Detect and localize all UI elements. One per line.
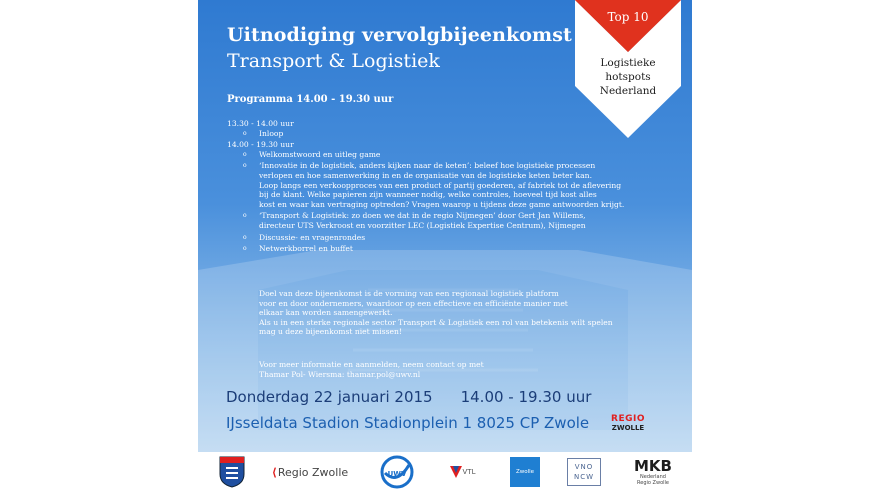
uwv-swirl-icon — [377, 455, 417, 489]
agenda-item-text: Netwerkborrel en buffet — [259, 244, 353, 254]
agenda-item-text: Discussie- en vragenrondes — [259, 232, 366, 242]
agenda-item — [227, 244, 667, 254]
vno-line-2: NCW — [573, 473, 595, 481]
bullet-icon: o — [243, 233, 247, 241]
event-date-line — [226, 388, 591, 406]
vno-ncw-box — [567, 458, 601, 486]
bullet-icon: o — [243, 212, 247, 220]
contact-text: Voor meer informatie en aanmelden, neem contact op met Thamar Pol- Wiersma: thamar.pol@uwv.nl — [259, 360, 484, 379]
agenda — [227, 119, 667, 256]
vno-line-1: VNO — [574, 463, 594, 471]
goal-text: Doel van deze bijeenkomst is de vorming van een regionaal logistiek platform voor en door ondernemers, waardoor op een effectieve en efficiënte manier met elkaar kan worden samengewerkt. Als u in een sterke regionale sector Transport & Logistiek een rol van betekenis wilt spelen mag u deze bijeenkomst niet missen! — [259, 289, 613, 337]
event-time: 14.00 - 19.30 uur — [460, 388, 592, 406]
agenda-time-2: 14.00 - 19.30 uur — [227, 140, 294, 150]
programma-heading: Programma 14.00 - 19.30 uur — [227, 94, 394, 105]
agenda-item — [227, 161, 667, 209]
event-date: Donderdag 22 januari 2015 — [226, 388, 433, 406]
agenda-item-text: ‘Transport & Logistiek: zo doen we dat in de regio Nijmegen’ door Gert Jan Willems, directeur UTS Verkroost en voorzitter LEC (Logistiek Expertise Centrum), Nijmegen — [259, 211, 586, 230]
badge-sub-line-1: Logistieke — [600, 57, 656, 69]
contact-paragraph — [259, 360, 659, 379]
mkb-sub-1: Nederland — [640, 473, 666, 480]
event-venue: IJsseldata Stadion Stadionplein 1 8025 CP Zwole — [226, 414, 590, 432]
blue-background — [198, 0, 692, 452]
title-line-1: Uitnodiging vervolgbijeenkomst — [227, 24, 572, 46]
badge-sub-line-2: hotspots — [605, 71, 651, 83]
agenda-item-text: ‘Innovatie in de logistiek, anders kijken naar de keten’: beleef hoe logistieke processen verlopen en hoe samenwerking in en de organisatie van de logistieke keten beter kan. Loop langs een verkoopproces van een product of partij goederen, af fabriek tot de aflevering bij de klant. Welke papieren zijn wanneer nodig, welke controles, hoeveel tijd kost alles kost en waar kan vertraging optreden? Vragen waarop u tijdens deze game antwoorden krijgt. — [259, 161, 625, 209]
agenda-item — [227, 233, 667, 243]
bullet-icon: o — [243, 162, 247, 170]
pec-shield-icon — [219, 456, 245, 488]
agenda-item — [227, 211, 667, 230]
vtl-logo — [438, 454, 486, 490]
regio-logo-line-2: ZWOLLE — [611, 424, 645, 432]
vtl-flag-icon — [449, 464, 463, 480]
title-line-2: Transport & Logistiek — [227, 50, 440, 72]
regio-zwolle-label: Regio Zwolle — [277, 465, 349, 479]
mkb-sub-2: Regio Zwolle — [637, 479, 669, 486]
zwolle-logo — [510, 454, 540, 490]
agenda-item — [227, 150, 667, 160]
invitation-flyer — [198, 0, 692, 495]
top10-badge — [575, 0, 681, 138]
pec-zwolle-logo — [218, 454, 246, 490]
regio-zwolle-logo — [608, 414, 648, 444]
mkb-label: MKB — [634, 456, 672, 475]
goal-paragraph — [259, 289, 659, 337]
regio-mark-icon: ⟨ — [271, 465, 277, 479]
svg-text:UWV: UWV — [387, 470, 407, 478]
vtl-label: VTL — [462, 468, 476, 476]
uwv-logo — [376, 454, 418, 490]
sponsor-logos — [198, 452, 692, 495]
regio-zwolle-text-logo — [266, 454, 354, 490]
agenda-item-text: Welkomstwoord en uitleg game — [259, 149, 381, 159]
vno-ncw-logo — [566, 454, 602, 490]
zwolle-box: Zwolle — [510, 457, 540, 487]
regio-logo-line-1: REGIO — [611, 414, 645, 424]
bullet-icon: o — [243, 150, 247, 158]
bullet-icon: o — [243, 129, 247, 137]
badge-top-label: Top 10 — [607, 10, 649, 24]
badge-subtitle — [575, 56, 681, 98]
badge-sub-line-3: Nederland — [599, 85, 657, 97]
agenda-time-1: 13.30 - 14.00 uur — [227, 119, 294, 128]
agenda-item — [227, 129, 667, 139]
mkb-logo — [628, 454, 678, 490]
bullet-icon: o — [243, 245, 247, 253]
agenda-item-text: Inloop — [259, 128, 284, 138]
